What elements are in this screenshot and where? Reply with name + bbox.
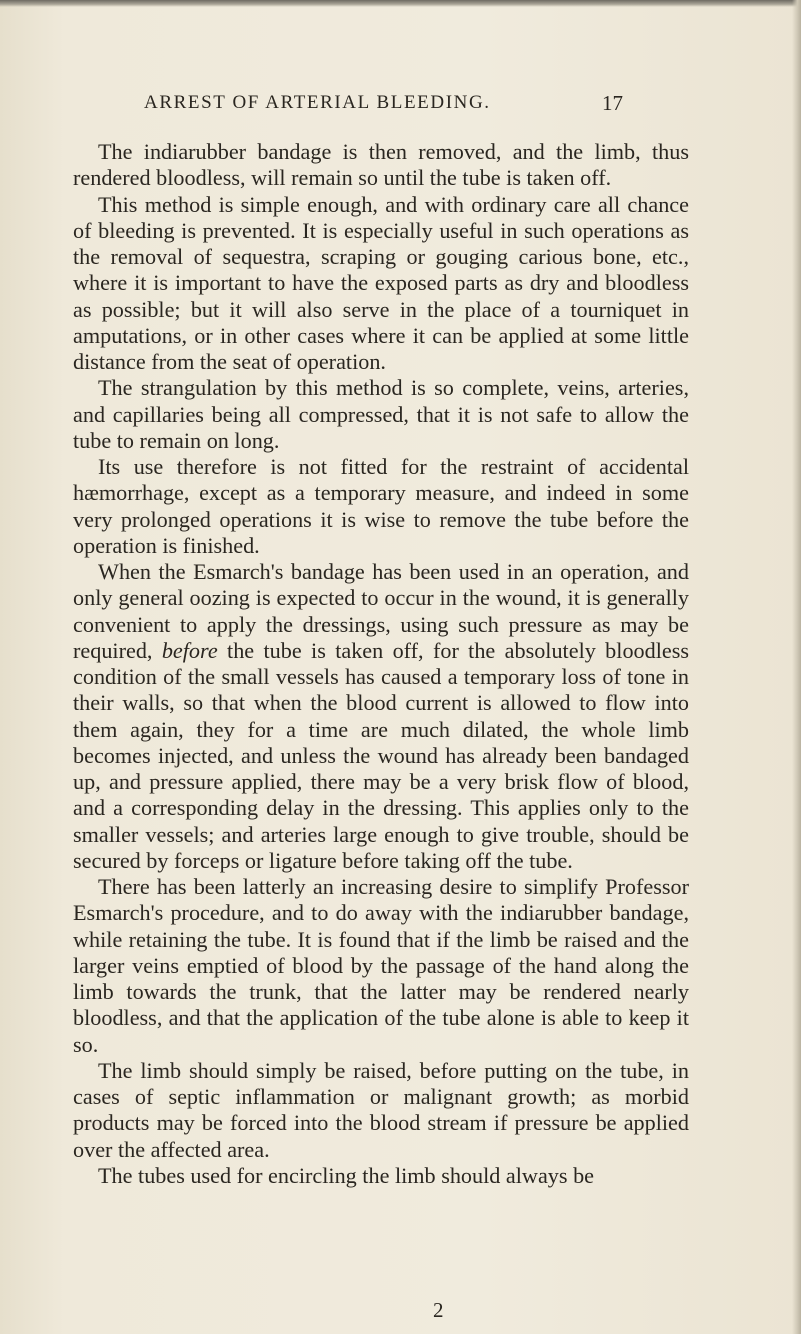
paragraph-2: This method is simple enough, and with ordinary care all chance of bleeding is prevented. It is especially useful in such operations as the removal of sequestra, scraping or gouging carious bone, etc., where it is important to have the exposed parts as dry and bloodless as possible; but it will also serve in the place of a tourniquet in amputations, or in other cases where it can be applied at some little distance from the seat of operation. bbox=[73, 191, 689, 374]
paragraph-5-text-after: the tube is taken off, for the absolutely bloodless condition of the small vessels has caused a temporary loss of tone in their walls, so that when the blood current is allowed to flow into them again, they for a time are much dilated, the whole limb becomes injected, and unless the wound has already been bandaged up, and pressure applied, there may be a very brisk flow of blood, and a corresponding delay in the dressing. This applies only to the smaller vessels; and arteries large enough to give trouble, should be secured by forceps or ligature before taking off the tube. bbox=[73, 637, 690, 873]
paragraph-3: The strangulation by this method is so complete, veins, arteries, and capillaries being all compressed, that it is not safe to allow the tube to remain on long. bbox=[73, 375, 689, 453]
paragraph-5-text-before: When the Esmarch's bandage has been used in an operation, and only general oozing is expected to occur in the wound, it is generally convenient to apply the dressings, using such pressure as may be required, bbox=[73, 559, 689, 663]
paragraph-6: There has been latterly an increasing desire to simplify Professor Esmarch's procedure, and to do away with the indiarubber bandage, while retaining the tube. It is found that if the limb be raised and the larger veins emptied of blood by the passage of the hand along the limb towards the trunk, that the latter may be rendered nearly bloodless, and that the application of the tube alone is able to keep it so. bbox=[73, 874, 689, 1057]
page-top-edge bbox=[0, 0, 801, 7]
paragraph-7: The limb should simply be raised, before putting on the tube, in cases of septic inflammation or malignant growth; as morbid products may be forced into the blood stream if pressure be applied over the affected area. bbox=[73, 1057, 689, 1162]
paragraph-1: The indiarubber bandage is then removed, and the limb, thus rendered bloodless, will remain so until the tube is taken off. bbox=[73, 139, 689, 191]
page-number: 17 bbox=[602, 91, 623, 115]
paragraph-5 bbox=[73, 559, 689, 874]
paragraph-4: Its use therefore is not fitted for the restraint of accidental hæmorrhage, except as a temporary measure, and indeed in some very prolonged operations it is wise to remove the tube before the operation is finished. bbox=[73, 454, 689, 558]
running-title: ARREST OF ARTERIAL BLEEDING. bbox=[144, 92, 491, 113]
signature-mark: 2 bbox=[433, 1298, 444, 1322]
page-right-edge bbox=[792, 0, 801, 1334]
paragraph-5-emphasis: before bbox=[161, 637, 218, 663]
page-header bbox=[0, 88, 801, 118]
body-text bbox=[73, 139, 689, 1189]
paragraph-8: The tubes used for encircling the limb should always be bbox=[98, 1162, 595, 1188]
